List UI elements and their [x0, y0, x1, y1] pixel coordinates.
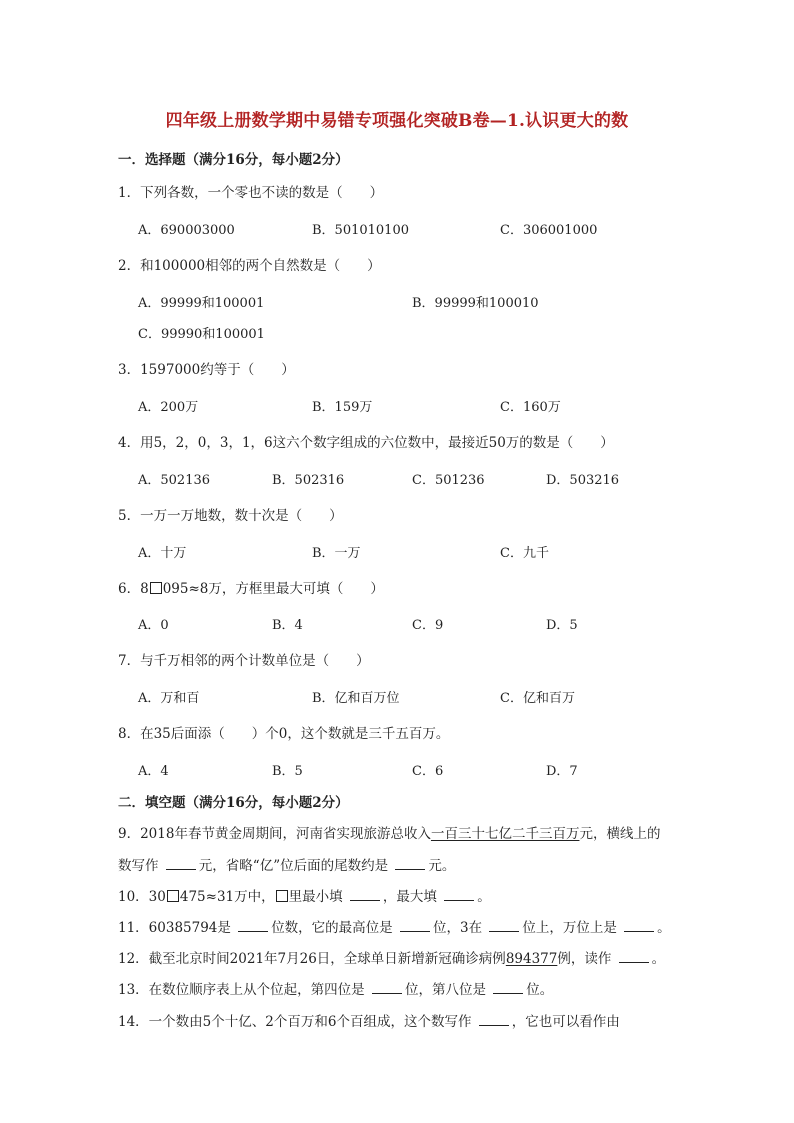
- question-14-b: ，它也可以看作由: [511, 1014, 620, 1030]
- question-4-option-d: D．503216: [546, 473, 620, 488]
- answer-blank[interactable]: [350, 888, 380, 901]
- question-12-mid: 例，读作: [557, 951, 616, 967]
- question-1-option-b: B．501010100: [312, 223, 409, 238]
- question-10-pre: 10．30: [118, 889, 166, 905]
- question-10-mid3: ，最大填: [382, 889, 442, 905]
- question-5-option-c: C．九千: [500, 546, 549, 561]
- question-10-mid: 475≈31万中，: [179, 889, 275, 905]
- question-8-option-a: A．4: [138, 764, 169, 779]
- question-8-stem: 8．在35后面添（ ）个0，这个数就是三千五百万。: [118, 726, 450, 742]
- answer-blank[interactable]: [493, 981, 523, 994]
- question-13: [118, 978, 553, 998]
- question-14: [118, 1010, 620, 1030]
- square-box-icon: [150, 582, 162, 594]
- question-9-text: 9．2018年春节黄金周期间，河南省实现旅游总收入: [118, 826, 431, 842]
- question-3-option-b: B．159万: [312, 400, 373, 415]
- answer-blank[interactable]: [400, 919, 430, 932]
- question-14-a: 14．一个数由5个十亿、2个百万和6个百组成，这个数写作: [118, 1014, 476, 1030]
- question-9-text-c: 元。: [428, 858, 456, 874]
- question-13-b: 位，第八位是: [404, 982, 491, 998]
- question-3-option-c: C．160万: [500, 400, 561, 415]
- answer-blank[interactable]: [624, 919, 654, 932]
- answer-blank[interactable]: [489, 919, 519, 932]
- square-box-icon: [167, 890, 179, 902]
- question-2-option-c: C．99990和100001: [138, 327, 265, 342]
- square-box-icon: [276, 890, 288, 902]
- document-title: 四年级上册数学期中易错专项强化突破B卷—1.认识更大的数: [165, 111, 629, 131]
- question-4-stem: 4．用5，2，0，3，1，6这六个数字组成的六位数中，最接近50万的数是（ ）: [118, 435, 614, 451]
- answer-blank[interactable]: [479, 1013, 509, 1026]
- question-6-stem-post: 095≈8万，方框里最大可填（ ）: [162, 581, 384, 597]
- question-6-option-b: B．4: [272, 618, 303, 633]
- question-5-option-a: A．十万: [138, 546, 187, 561]
- question-6-option-d: D．5: [546, 618, 578, 633]
- question-2-stem: 2．和100000相邻的两个自然数是（ ）: [118, 258, 381, 274]
- question-6-stem: [118, 577, 384, 597]
- question-8-option-d: D．7: [546, 764, 578, 779]
- question-8-option-b: B．5: [272, 764, 303, 779]
- section-heading-fill: 二．填空题（满分16分，每小题2分）: [118, 795, 349, 811]
- section-heading-choice: 一．选择题（满分16分，每小题2分）: [118, 152, 349, 168]
- question-11-d: 位上，万位上是: [522, 920, 622, 936]
- question-6-option-c: C．9: [412, 618, 444, 633]
- question-1-stem: 1．下列各数，一个零也不读的数是（ ）: [118, 185, 384, 201]
- question-4-option-a: A．502136: [138, 473, 211, 488]
- question-7-stem: 7．与千万相邻的两个计数单位是（ ）: [118, 653, 370, 669]
- question-3-stem: 3．1597000约等于（ ）: [118, 362, 295, 378]
- question-1-option-c: C．306001000: [500, 223, 598, 238]
- question-12-underlined-number: 894377: [505, 951, 558, 967]
- question-4-option-b: B．502316: [272, 473, 345, 488]
- question-10-mid2: 里最小填: [288, 889, 347, 905]
- question-4-option-c: C．501236: [412, 473, 485, 488]
- question-9-line-1: [118, 822, 660, 842]
- question-11-e: 。: [657, 920, 671, 936]
- question-9-underlined-amount: 一百三十七亿二千三百万: [430, 826, 580, 842]
- question-7-option-a: A．万和百: [138, 691, 200, 706]
- question-11-b: 位数，它的最高位是: [271, 920, 397, 936]
- question-2-option-b: B．99999和100010: [412, 296, 539, 311]
- question-13-c: 位。: [526, 982, 554, 998]
- question-5-stem: 5．一万一万地数，数十次是（ ）: [118, 508, 343, 524]
- question-3-option-a: A．200万: [138, 400, 199, 415]
- answer-blank[interactable]: [238, 919, 268, 932]
- question-12-post: 。: [651, 951, 666, 967]
- question-9-text-end: 元，横线上的: [579, 826, 661, 842]
- question-10-post: 。: [477, 889, 491, 905]
- question-11: [118, 916, 671, 936]
- answer-blank[interactable]: [619, 950, 649, 963]
- question-6-option-a: A．0: [138, 618, 169, 633]
- question-2-option-a: A．99999和100001: [138, 296, 265, 311]
- question-9-text-a: 数写作: [118, 858, 163, 874]
- question-12-pre: 12．截至北京时间2021年7月26日，全球单日新增新冠确诊病例: [118, 951, 506, 967]
- answer-blank[interactable]: [444, 888, 474, 901]
- question-7-option-b: B．亿和百万位: [312, 691, 400, 706]
- question-6-stem-pre: 6．8: [118, 581, 149, 597]
- answer-blank[interactable]: [372, 981, 402, 994]
- question-9-text-b: 元，省略“亿”位后面的尾数约是: [198, 858, 393, 874]
- question-7-option-c: C．亿和百万: [500, 691, 575, 706]
- question-1-option-a: A．690003000: [138, 223, 235, 238]
- question-12: [118, 947, 665, 967]
- question-9-line-2: [118, 854, 455, 874]
- question-13-a: 13．在数位顺序表上从个位起，第四位是: [118, 982, 369, 998]
- question-11-c: 位，3在: [432, 920, 487, 936]
- question-11-a: 11．60385794是: [118, 920, 236, 936]
- question-8-option-c: C．6: [412, 764, 444, 779]
- question-5-option-b: B．一万: [312, 546, 361, 561]
- answer-blank[interactable]: [166, 857, 196, 870]
- answer-blank[interactable]: [395, 857, 425, 870]
- question-10: [118, 885, 491, 905]
